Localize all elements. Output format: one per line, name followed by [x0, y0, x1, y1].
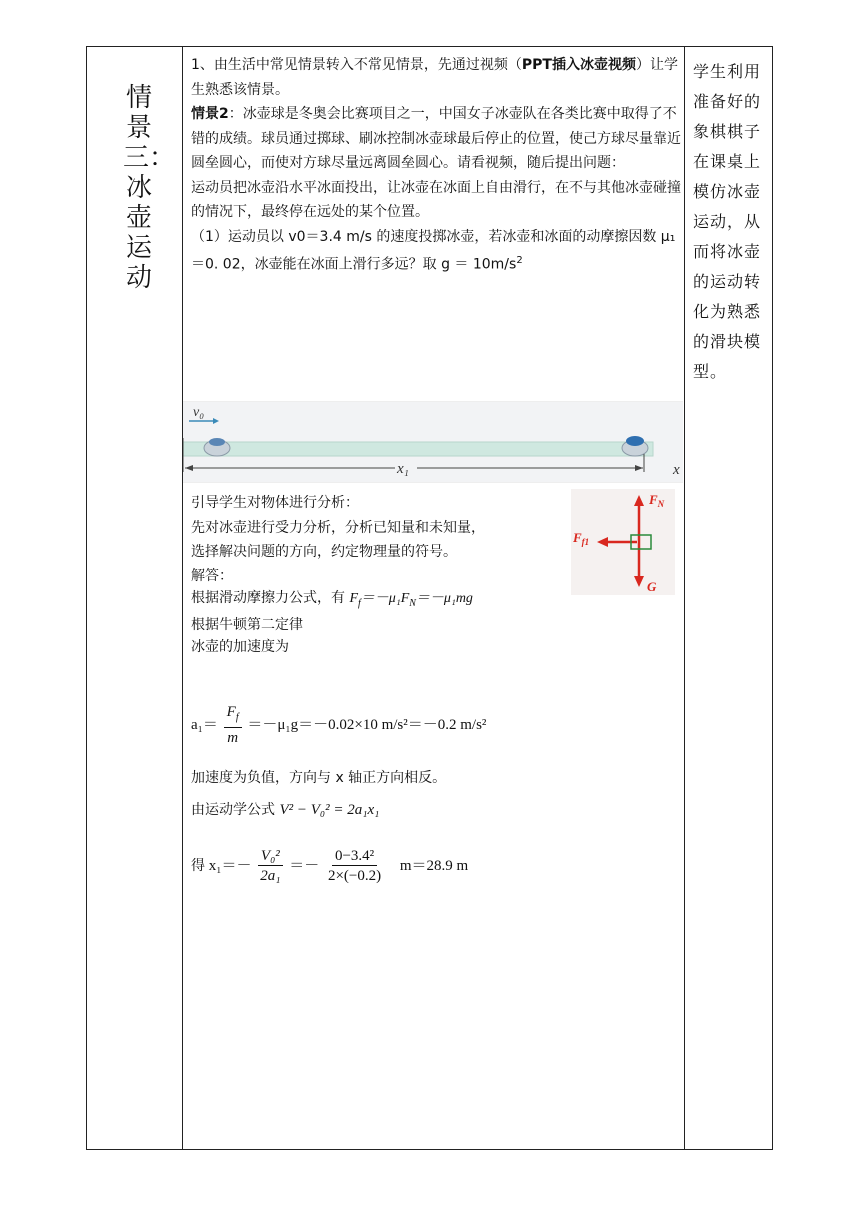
- ice-surface: [183, 442, 653, 456]
- intro-bold-text: PPT插入冰壶视频: [521, 57, 636, 73]
- question-superscript: 2: [516, 255, 523, 266]
- v0-label: v₀: [193, 405, 205, 420]
- x-axis-label: x: [673, 462, 680, 478]
- result-fraction-1: $\frac{\text{V₀²}}{\text{2a₁}}$: [257, 847, 283, 886]
- kinematic-line: 由运动学公式 V² − V₀² = 2a₁x₁: [191, 802, 380, 818]
- acceleration-equation: a₁＝ $\frac{F_f}{m}$ ＝－μ₁g＝－0.02×10 m/s²＝－0.2 m/s²: [191, 704, 487, 746]
- section-title: 情景三：冰壶运动: [123, 83, 176, 293]
- ff-label: $F_{f1}$: [573, 530, 590, 547]
- step2-line: 选择解决问题的方向，约定物理量的符号。: [191, 544, 457, 560]
- setup-paragraph: 运动员把冰壶沿水平冰面投出，让冰壶在冰面上自由滑行，在不与其他冰壶碰撞的情况下，最终停在远处的某个位置。: [191, 179, 681, 220]
- intro-text-2: ）让学生熟悉该情景。: [191, 57, 678, 98]
- teacher-note-text: 学生利用准备好的象棋棋子在课桌上模仿冰壶运动，从而将冰壶的运动转化为熟悉的滑块模型。: [693, 62, 762, 381]
- x1-arrow-left: [185, 465, 193, 471]
- question-paragraph: [191, 225, 684, 278]
- scene-text: ：冰壶球是冬奥会比赛项目之一，中国女子冰壶队在各类比赛中取得了不错的成绩。球员通过掷球、刷冰控制冰壶球最后停止的位置，使己方球尽量靠近圆垒圆心，而使对方球尽量远离圆垒圆心。请看视频，随后提出问题：: [191, 106, 681, 171]
- kinematic-equation: V² − V₀² = 2a₁x₁: [279, 802, 380, 818]
- x1-label: x₁: [397, 461, 409, 477]
- force-diagram: [571, 489, 675, 595]
- column-divider-2: [684, 47, 685, 1149]
- force-diagram-svg: [571, 489, 675, 595]
- friction-line: 根据滑动摩擦力公式，有 $F_f=-\mu_1F_N=-\mu_1mg$: [191, 589, 473, 609]
- content-column: [191, 53, 684, 277]
- v0-arrowhead: [213, 418, 219, 424]
- intro-paragraph: [191, 53, 684, 102]
- g-arrowhead: [634, 576, 644, 587]
- fn-label: $F_N$: [649, 492, 665, 509]
- sign-explanation: 加速度为负值，方向与 x 轴正方向相反。: [191, 770, 447, 786]
- lesson-table: [86, 46, 773, 1150]
- fn-arrowhead: [634, 495, 644, 506]
- x1-arrow-right: [635, 465, 643, 471]
- guide-line: 引导学生对物体进行分析：: [191, 495, 359, 511]
- ff-arrowhead: [597, 537, 608, 547]
- g-label: G: [647, 579, 657, 594]
- curling-stone-start: [204, 438, 230, 456]
- curling-slide-figure: [183, 401, 683, 483]
- teacher-note-column: [693, 57, 769, 387]
- newton-line: 根据牛顿第二定律: [191, 617, 303, 634]
- answer-label: 解答：: [191, 567, 233, 584]
- curling-slide-svg: [183, 402, 683, 482]
- accel-line: 冰壶的加速度为: [191, 639, 289, 656]
- friction-equation: $F_f=-\mu_1F_N=-\mu_1mg$: [349, 590, 473, 609]
- result-equation: 得 x₁＝－ $\frac{\text{V₀²}}{\text{2a₁}}$ ＝－ $\frac{\text{0−3.4²}}{2\times(-0.2)}$ m＝28.9 m: [191, 848, 469, 884]
- section-column: [87, 47, 183, 1149]
- result-fraction-2: $\frac{\text{0−3.4²}}{2\times(-0.2)}$: [327, 848, 382, 884]
- question-text: （1）运动员以 v0＝3.4 m/s 的速度投掷冰壶，若冰壶和冰面的动摩擦因数 μ₁＝0. 02，冰壶能在冰面上滑行多远？取 g ＝ 10m/s: [191, 228, 676, 273]
- scene-paragraph: [191, 102, 684, 176]
- curling-stone-end: [622, 436, 648, 456]
- step1-line: 先对冰壶进行受力分析，分析已知量和未知量，: [191, 519, 485, 536]
- acceleration-fraction: $\frac{F_f}{m}$: [224, 703, 242, 748]
- scene-label: 情景2: [191, 106, 229, 122]
- intro-text-1: 1、由生活中常见情景转入不常见情景，先通过视频（: [191, 57, 522, 73]
- analysis-section: [191, 491, 571, 658]
